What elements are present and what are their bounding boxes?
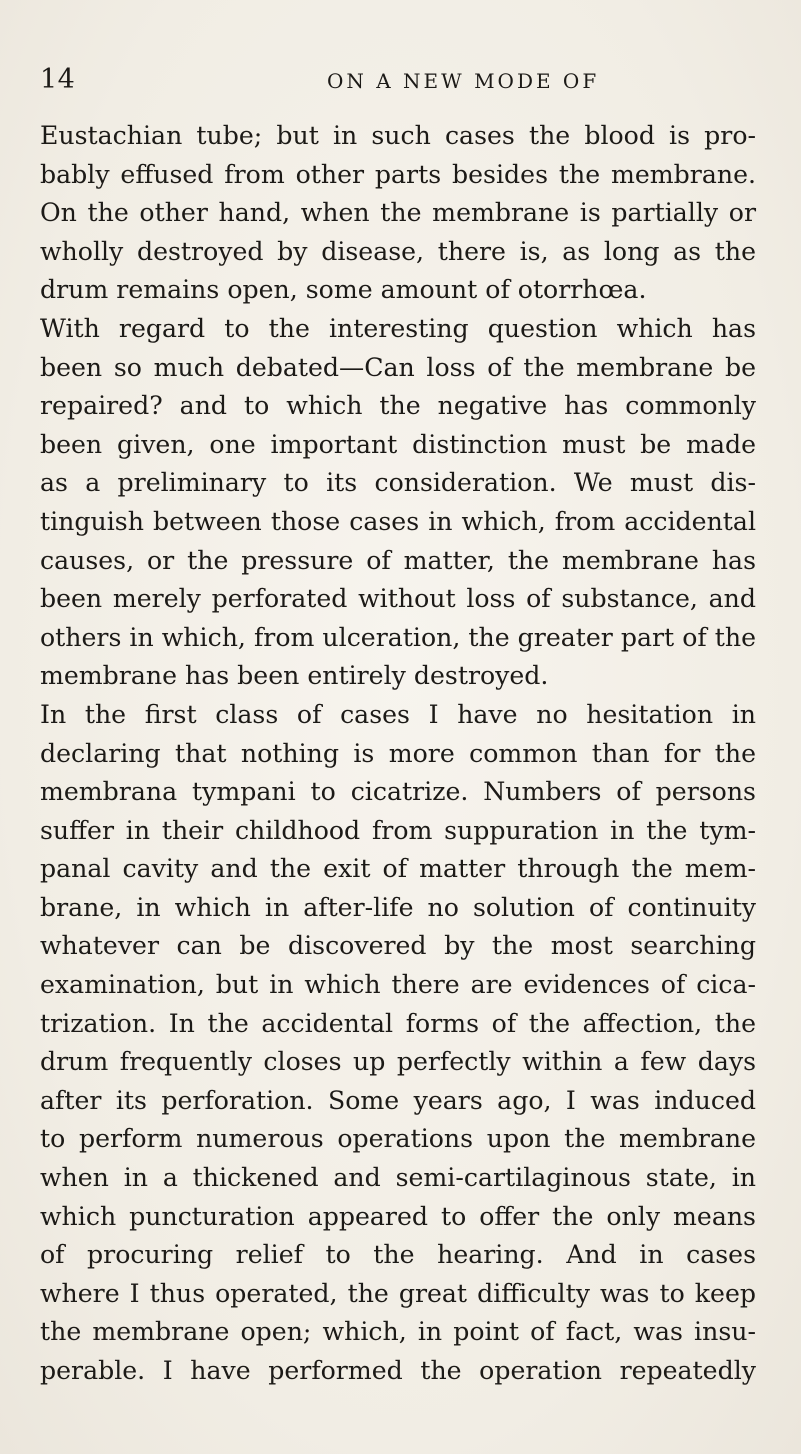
text-line: On the other hand, when the membrane is partially or xyxy=(40,198,756,228)
text-line: tinguish between those cases in which, from accidental xyxy=(40,506,756,536)
page-header xyxy=(40,64,740,104)
text-line: been given, one important distinction must be made xyxy=(40,429,756,459)
text-line: membrana tympani to cicatrize. Numbers of persons xyxy=(40,777,756,807)
text-line: as a preliminary to its consideration. We must dis- xyxy=(40,468,756,498)
text-line: repaired? and to which the negative has commonly xyxy=(40,391,756,421)
text-line: where I thus operated, the great difficulty was to keep xyxy=(40,1278,756,1308)
text-line: perable. I have performed the operation repeatedly xyxy=(40,1356,756,1385)
text-line: wholly destroyed by disease, there is, as long as the xyxy=(40,236,756,266)
text-line: bably effused from other parts besides the membrane. xyxy=(40,159,756,189)
text-line: whatever can be discovered by the most searching xyxy=(40,931,756,961)
text-line: declaring that nothing is more common than for the xyxy=(40,738,756,768)
text-line: membrane has been entirely destroyed. xyxy=(40,661,549,691)
text-line: trization. In the accidental forms of the affection, the xyxy=(40,1008,756,1038)
text-line: drum remains open, some amount of otorrhœa. xyxy=(40,275,647,305)
text-line: the membrane open; which, in point of fact, was insu- xyxy=(40,1317,756,1347)
text-line: to perform numerous operations upon the membrane xyxy=(40,1124,756,1154)
text-line: drum frequently closes up perfectly within a few days xyxy=(40,1047,756,1077)
text-line: been merely perforated without loss of substance, and xyxy=(40,584,756,614)
text-line: which puncturation appeared to offer the only means xyxy=(40,1201,756,1231)
text-line: Eustachian tube; but in such cases the blood is pro- xyxy=(40,121,756,150)
page-number: 14 xyxy=(40,64,76,95)
text-line: when in a thickened and semi-cartilaginous state, in xyxy=(40,1163,756,1193)
text-line: With regard to the interesting question which has xyxy=(40,313,756,343)
text-line: examination, but in which there are evidences of cica- xyxy=(40,970,756,1000)
text-line: suffer in their childhood from suppuration in the tym- xyxy=(40,815,756,845)
text-line: others in which, from ulceration, the greater part of the xyxy=(40,622,756,652)
text-line: of procuring relief to the hearing. And in cases xyxy=(40,1240,756,1270)
running-head: ON A NEW MODE OF xyxy=(327,69,600,93)
body-text xyxy=(40,117,756,1391)
text-line: causes, or the pressure of matter, the membrane has xyxy=(40,545,756,575)
text-line: after its perforation. Some years ago, I was induced xyxy=(40,1085,756,1115)
text-line: panal cavity and the exit of matter through the mem- xyxy=(40,854,756,884)
text-line: brane, in which in after-life no solution of continuity xyxy=(40,892,756,922)
text-line: been so much debated—Can loss of the membrane be xyxy=(40,352,756,382)
text-line: In the first class of cases I have no hesitation in xyxy=(40,699,756,729)
